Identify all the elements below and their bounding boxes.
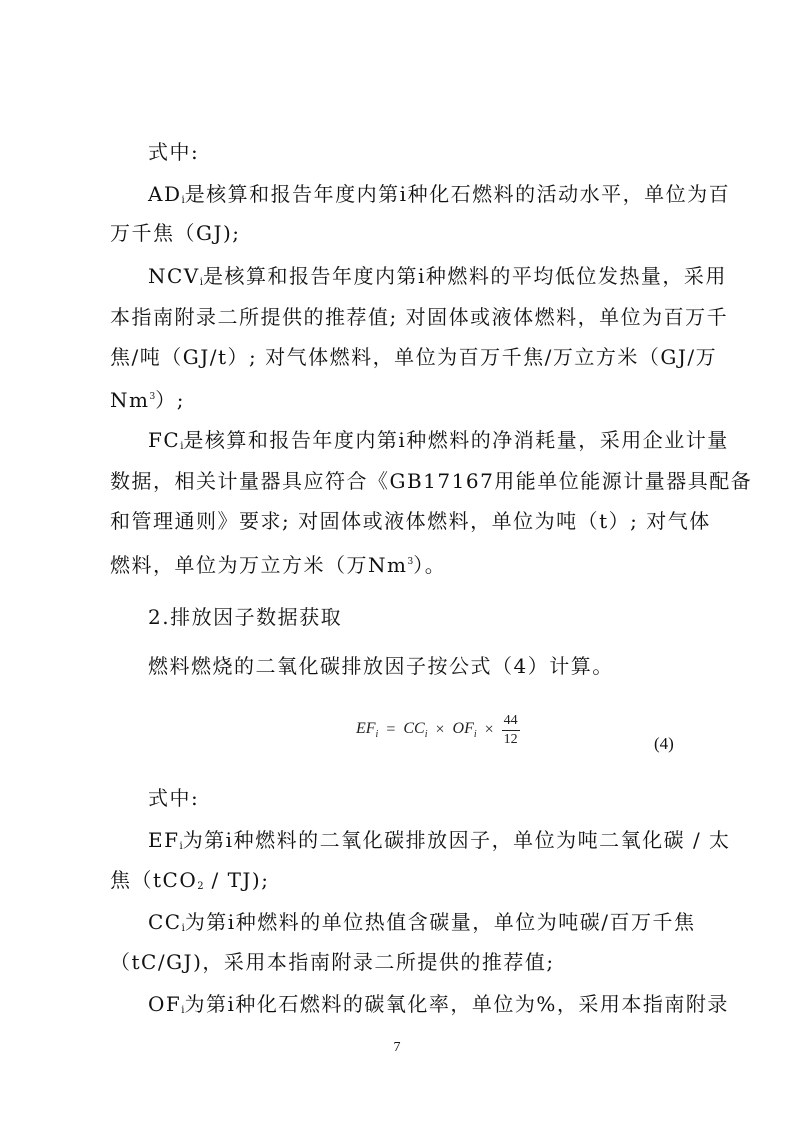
formula-fraction [502,712,520,749]
definition-fc-cont-2: 和管理通则》要求; 对固体或液体燃料，单位为吨（t）; 对气体 [110,509,711,533]
equation-number: (4) [654,734,674,753]
definition-ad: $AD_i$是核算和报告年度内第i种化石燃料的活动水平，单位为百 [148,182,731,206]
definition-fc-cont-3: 燃料，单位为万立方米（万Nm$^3$）。 [110,553,447,577]
definition-fc-cont-1: 数据，相关计量器具应符合《GB17167用能单位能源计量器具配备 [110,469,753,493]
definition-ncv-cont-3: Nm$^3$）; [110,388,185,412]
formula-times-2: × [484,721,494,738]
definition-cc: $CC_i$为第i种燃料的单位热值含碳量，单位为吨碳/百万千焦 [148,910,696,934]
page-number: 7 [393,1040,401,1055]
formula-ef: $EF_i$ [356,720,379,740]
definition-of: $OF_i$为第i种化石燃料的碳氧化率，单位为%，采用本指南附录 [148,992,729,1016]
formula-equals: = [386,721,396,738]
formula-notes-heading-2: 式中: [148,786,200,810]
definition-ncv-cont-1: 本指南附录二所提供的推荐值; 对固体或液体燃料，单位为百万千 [110,305,729,329]
definition-ef-cont: 焦（tCO$_2$ / TJ); [110,868,270,892]
formula-notes-heading: 式中: [148,140,200,164]
definition-ef: $EF_i$为第i种燃料的二氧化碳排放因子，单位为吨二氧化碳 / 太 [148,828,731,852]
formula-intro: 燃料燃烧的二氧化碳排放因子按公式（4）计算。 [148,654,614,678]
definition-ncv-cont-2: 焦/吨（GJ/t）; 对气体燃料，单位为百万千焦/万立方米（GJ/万 [110,345,718,369]
section-heading: 2.排放因子数据获取 [148,605,343,629]
formula-times-1: × [435,721,445,738]
fraction-denominator: 12 [503,731,518,747]
formula-of: $OF_i$ [452,720,477,740]
definition-cc-cont: （tC/GJ)，采用本指南附录二所提供的推荐值; [110,950,555,974]
formula-cc: $CC_i$ [403,720,428,740]
definition-ad-cont: 万千焦（GJ); [110,221,241,245]
definition-ncv: $NCV_i$是核算和报告年度内第i种燃料的平均低位发热量，采用 [148,264,727,288]
definition-fc: $FC_i$是核算和报告年度内第i种燃料的净消耗量，采用企业计量 [148,428,729,452]
fraction-numerator: 44 [502,712,520,731]
emission-factor-formula [356,706,520,754]
